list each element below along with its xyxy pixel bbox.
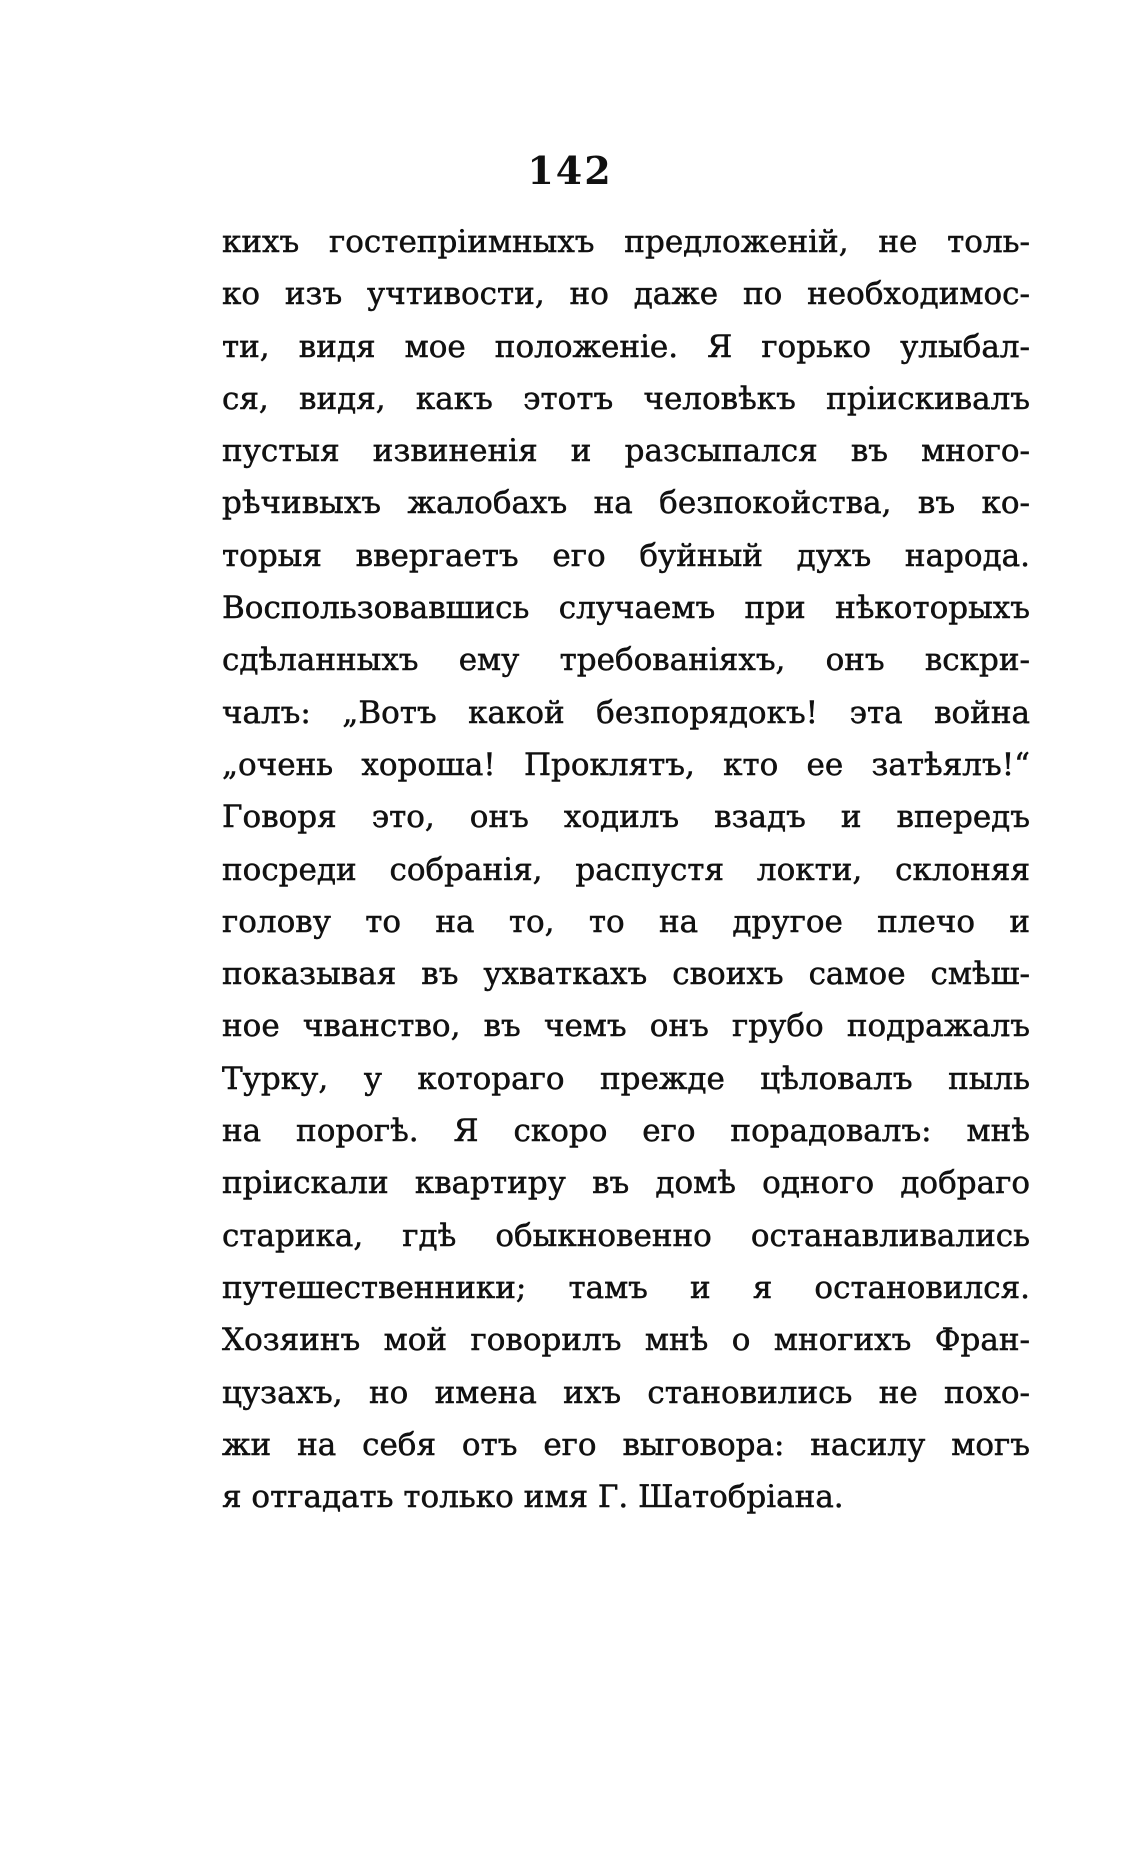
text-line: голову то на то, то на другое плечо и xyxy=(222,903,1030,940)
text-line: жи на себя отъ его выговора: насилу могъ xyxy=(222,1426,1030,1463)
text-line: пріискали квартиру въ домѣ одного добраго xyxy=(222,1165,1030,1202)
text-line: ное чванство, въ чемъ онъ грубо подражалъ xyxy=(222,1008,1030,1045)
text-line: „очень хороша! Проклятъ, кто ее затѣялъ!“ xyxy=(222,746,1030,783)
text-line: Турку, у котораго прежде цѣловалъ пыль xyxy=(222,1060,1030,1097)
text-line: рѣчивыхъ жалобахъ на безпокойства, въ ко- xyxy=(222,485,1030,522)
text-line: чалъ: „Вотъ какой безпорядокъ! эта война xyxy=(222,694,1030,731)
page-number: 142 xyxy=(527,148,613,193)
text-line: ти, видя мое положеніе. Я горько улыбал- xyxy=(222,328,1030,365)
text-line: на порогѣ. Я скоро его порадовалъ: мнѣ xyxy=(222,1113,1030,1150)
text-line: Говоря это, онъ ходилъ взадъ и впередъ xyxy=(222,799,1030,836)
text-line: показывая въ ухваткахъ своихъ самое смѣш- xyxy=(222,956,1030,993)
text-line: посреди собранія, распустя локти, склоняя xyxy=(222,851,1030,888)
text-line-last: я отгадать только имя Г. Шатобріана. xyxy=(222,1479,844,1516)
text-line: старика, гдѣ обыкновенно останавливались xyxy=(222,1217,1030,1254)
text-line: ко изъ учтивости, но даже по необходимос- xyxy=(222,276,1030,313)
text-line: Воспользовавшись случаемъ при нѣкоторыхъ xyxy=(222,590,1030,627)
text-line: цузахъ, но имена ихъ становились не похо- xyxy=(222,1374,1030,1411)
text-line: пустыя извиненія и разсыпался въ много- xyxy=(222,433,1030,470)
text-line: кихъ гостепріимныхъ предложеній, не толь- xyxy=(222,224,1030,260)
text-line: путешественники; тамъ и я остановился. xyxy=(222,1269,1030,1306)
text-line: сдѣланныхъ ему требованіяхъ, онъ вскри- xyxy=(222,642,1030,679)
text-line: Хозяинъ мой говорилъ мнѣ о многихъ Фран- xyxy=(222,1322,1030,1359)
body-text xyxy=(222,216,1030,1523)
text-line: ся, видя, какъ этотъ человѣкъ пріискивалъ xyxy=(222,380,1030,417)
text-line: торыя ввергаетъ его буйный духъ народа. xyxy=(222,537,1030,574)
